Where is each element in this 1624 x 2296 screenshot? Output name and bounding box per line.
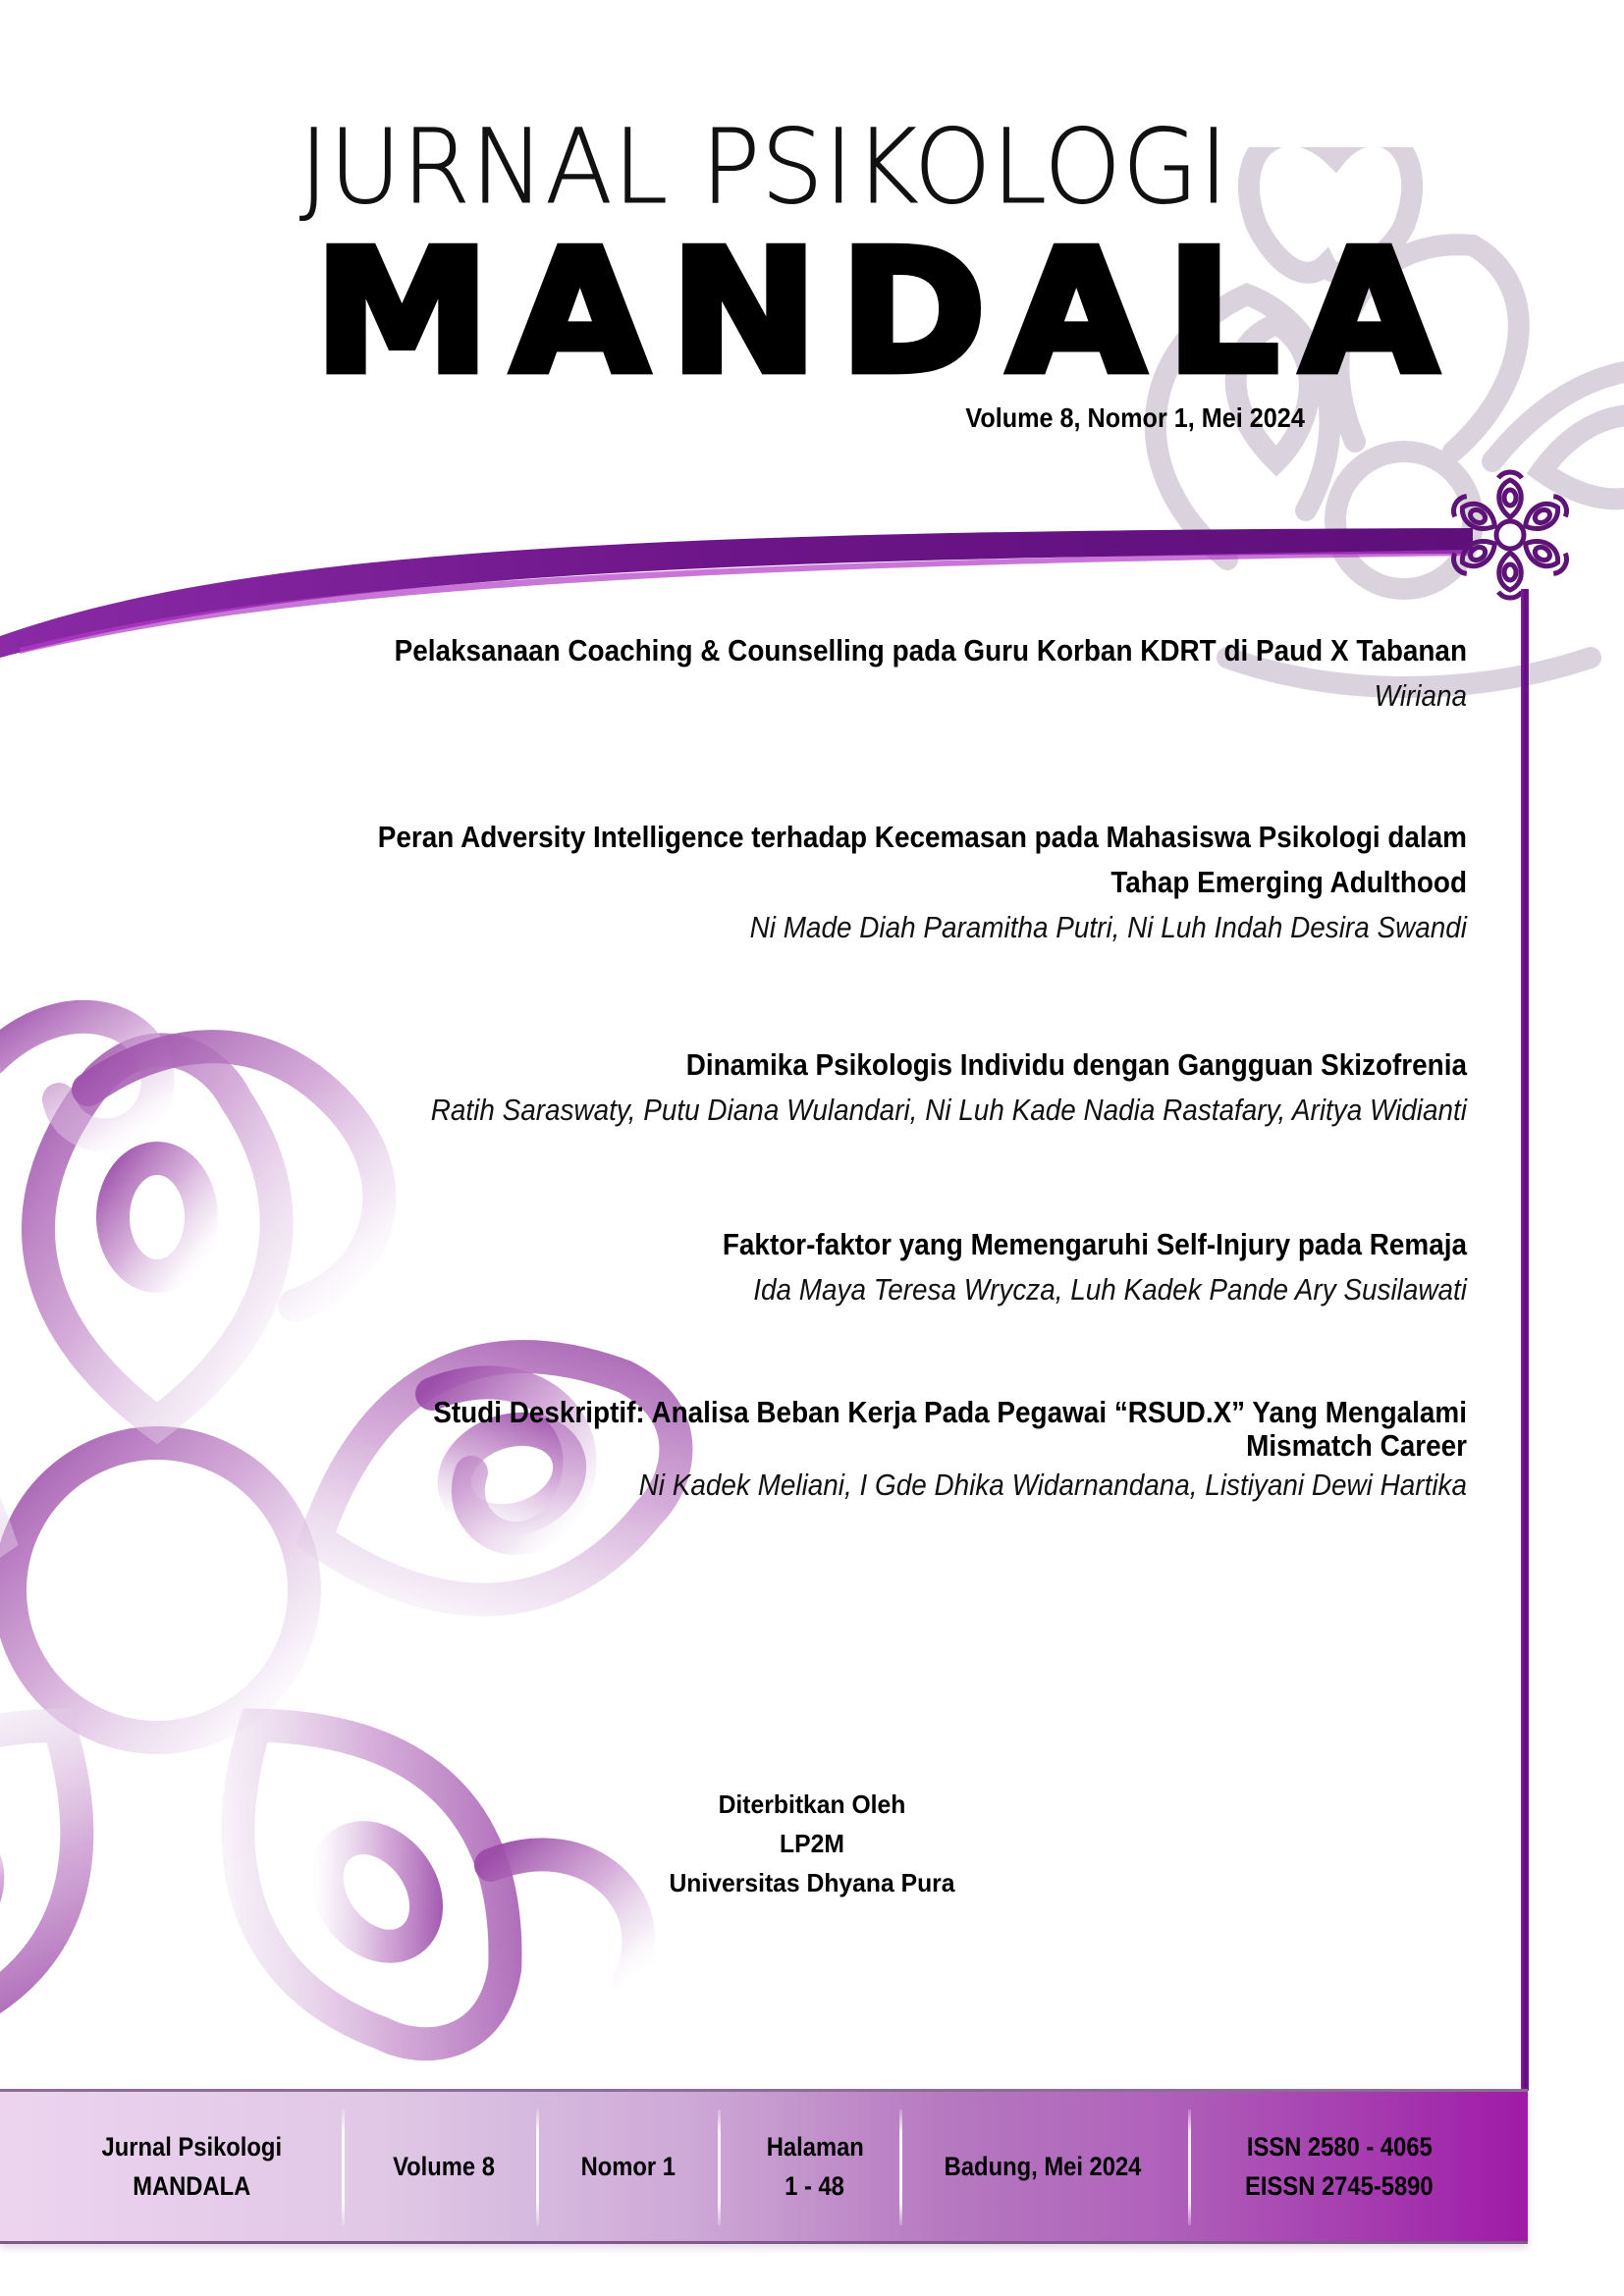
issue-line: Volume 8, Nomor 1, Mei 2024	[965, 402, 1305, 433]
article-title[interactable]: Faktor-faktor yang Memengaruhi Self-Injury pada Remaja	[722, 1227, 1467, 1261]
article-2[interactable]	[92, 815, 1467, 950]
article-title-line-1[interactable]: Peran Adversity Intelligence terhadap Kecemasan pada Mahasiswa Psikologi dalam	[377, 820, 1467, 854]
article-title-line-2[interactable]: Tahap Emerging Adulthood	[1110, 865, 1467, 899]
publisher-label: Diterbitkan Oleh	[718, 1789, 906, 1819]
publisher-unit: LP2M	[780, 1829, 844, 1858]
footer-info-band	[0, 2089, 1528, 2244]
article-4[interactable]	[92, 1222, 1467, 1312]
footer-volume-text: Volume 8	[393, 2152, 495, 2181]
publisher-university: Universitas Dhyana Pura	[669, 1868, 955, 1897]
footer-halaman	[722, 2104, 908, 2229]
footer-issn	[1192, 2104, 1487, 2229]
footer-nomor	[540, 2104, 717, 2229]
footer-halaman-label: Halaman	[766, 2132, 864, 2162]
footer-journal-line-2: MANDALA	[132, 2171, 251, 2201]
footer-volume	[346, 2104, 542, 2229]
publisher-block	[0, 1785, 1624, 1902]
mandala-background-left-icon	[0, 982, 1021, 2258]
article-title[interactable]: Dinamika Psikologis Individu dengan Gangguan Skizofrenia	[685, 1047, 1467, 1082]
rosette-ornament-icon	[1441, 466, 1579, 604]
footer-divider	[536, 2109, 539, 2225]
article-authors: Ni Made Diah Paramitha Putri, Ni Luh Indah Desira Swandi	[749, 910, 1467, 944]
article-title-line-2[interactable]: Mismatch Career	[1246, 1428, 1467, 1463]
journal-title-main: MANDALA	[314, 213, 1460, 411]
article-title[interactable]: Pelaksanaan Coaching & Counselling pada Guru Korban KDRT di Paud X Tabanan	[394, 633, 1467, 667]
footer-issn-electronic: EISSN 2745-5890	[1245, 2171, 1434, 2201]
footer-divider	[1188, 2109, 1191, 2225]
footer-divider	[342, 2109, 345, 2225]
footer-divider	[899, 2109, 902, 2225]
article-title-line-1[interactable]: Studi Deskriptif: Analisa Beban Kerja Pada Pegawai “RSUD.X” Yang Mengalami	[433, 1395, 1468, 1429]
footer-nomor-text: Nomor 1	[580, 2152, 677, 2181]
article-3[interactable]	[92, 1042, 1467, 1133]
footer-journal-line-1: Jurnal Psikologi	[101, 2132, 282, 2162]
article-authors: Ratih Saraswaty, Putu Diana Wulandari, Ni Luh Kade Nadia Rastafary, Aritya Widianti	[430, 1093, 1467, 1127]
footer-halaman-range: 1 - 48	[785, 2171, 845, 2201]
footer-issn-print: ISSN 2580 - 4065	[1246, 2132, 1433, 2162]
article-5[interactable]	[92, 1396, 1467, 1508]
footer-place-date-text: Badung, Mei 2024	[945, 2152, 1142, 2181]
footer-place-date	[903, 2104, 1183, 2229]
journal-title-top: JURNAL PSIKOLOGI	[299, 107, 1229, 227]
article-authors: Ni Kadek Meliani, I Gde Dhika Widarnandana, Listiyani Dewi Hartika	[638, 1468, 1467, 1502]
article-authors: Wiriana	[1374, 678, 1467, 713]
footer-divider	[718, 2109, 721, 2225]
article-1[interactable]	[92, 628, 1467, 719]
footer-journal	[39, 2104, 344, 2229]
article-authors: Ida Maya Teresa Wrycza, Luh Kadek Pande Ary Susilawati	[753, 1272, 1467, 1307]
